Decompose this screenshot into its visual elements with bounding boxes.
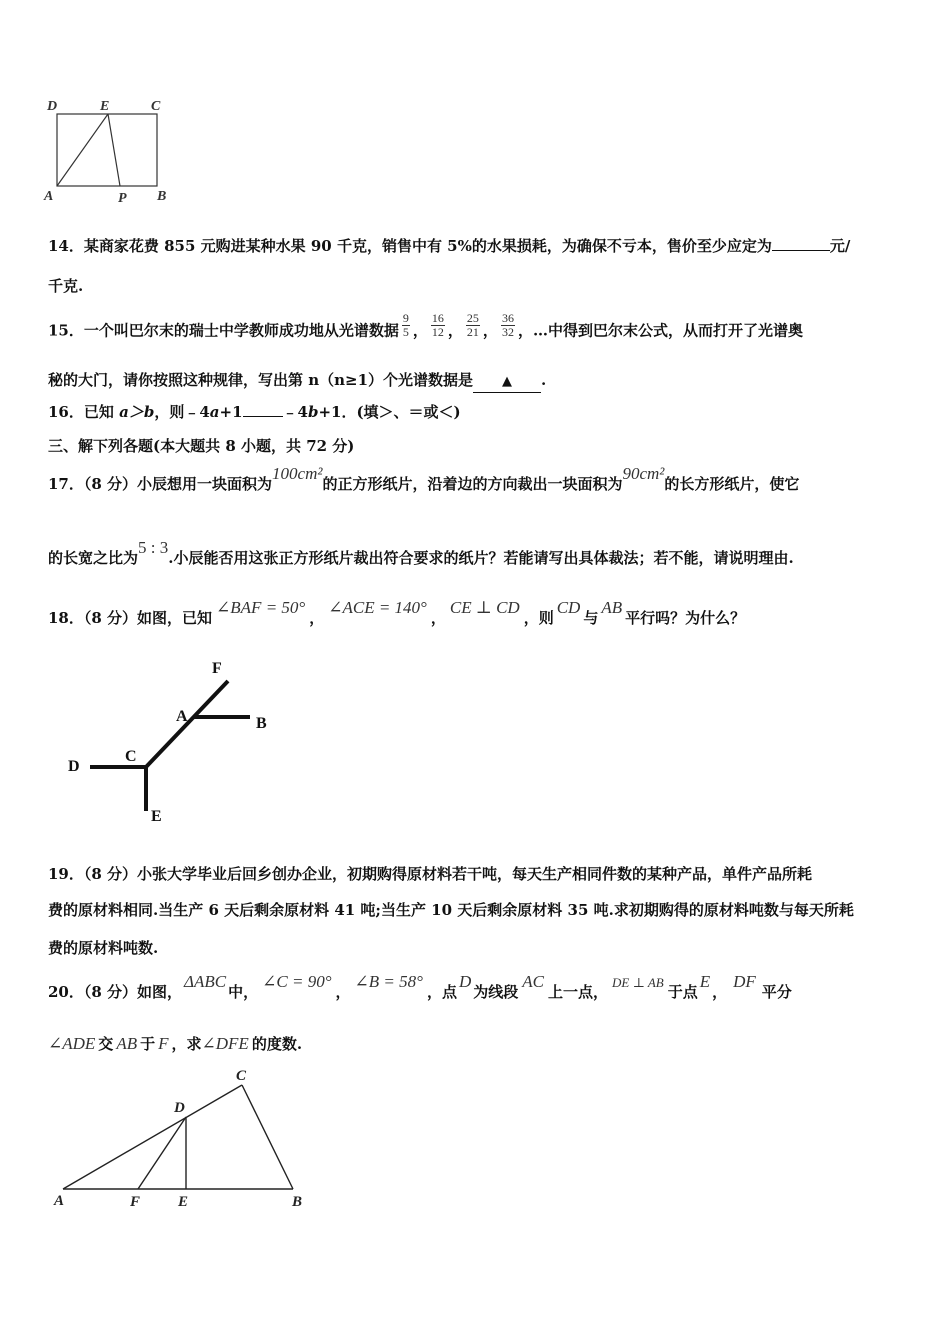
q20-line2: ∠ADE 交 AB 于 F ，求∠DFE 的度数. bbox=[48, 1034, 303, 1053]
q16-line: 16．已知 a＞b，则﹣4a+1 ﹣4b+1．(填＞、＝或＜) bbox=[48, 403, 461, 421]
q15-fraction-4: $\frac{36}{32}$ bbox=[501, 311, 514, 339]
q15-fraction-1: $\frac{9}{5}$ bbox=[402, 311, 409, 339]
triangle-figure bbox=[48, 1065, 318, 1215]
section-3-heading: 三、解下列各题(本大题共 8 小题，共 72 分) bbox=[48, 437, 355, 455]
q17-line1: 17．（8 分）小辰想用一块面积为100cm²的正方形纸片，沿着边的方向裁出一块面积为90cm²的长方形纸片，使它 bbox=[48, 464, 800, 493]
q15-fraction-3: $\frac{25}{21}$ bbox=[466, 311, 479, 339]
q19-line3: 费的原材料吨数. bbox=[48, 939, 159, 957]
q14-line1 bbox=[48, 236, 850, 256]
label-a: A bbox=[44, 189, 54, 204]
q16-blank[interactable] bbox=[243, 416, 283, 417]
q17-line2: 的长宽之比为5 : 3.小辰能否用这张正方形纸片裁出符合要求的纸片？若能请写出具体裁法；若不能，请说明理由. bbox=[48, 538, 794, 567]
svg-text:F: F bbox=[130, 1194, 141, 1210]
svg-text:C: C bbox=[236, 1068, 247, 1084]
label-p: P bbox=[118, 191, 127, 206]
q15-answer-blank[interactable] bbox=[473, 370, 541, 393]
q15-line1: 15．一个叫巴尔末的瑞士中学教师成功地从光谱数据 $\frac{9}{5}$ ， $\frac{16}{12}$ ， $\frac{25}{21}$ ， $\frac{36}{32}$ ，…中得到巴尔末公式，从而打开了光谱奥 bbox=[48, 311, 803, 340]
q20-line1: 20．（8 分）如图，ΔABC中，∠C = 90°，∠B = 58°，点D为线段AC上一点，DE ⊥ AB于点E，DF平分 bbox=[48, 972, 792, 1001]
svg-text:E: E bbox=[151, 808, 162, 825]
angle-figure bbox=[60, 655, 290, 830]
q14-text: 14．某商家花费 855 元购进某种水果 90 千克，销售中有 5%的水果损耗，为确保不亏本，售价至少应定为 bbox=[48, 237, 772, 255]
label-b: B bbox=[157, 189, 167, 204]
svg-text:B: B bbox=[292, 1194, 303, 1210]
svg-text:D: D bbox=[68, 758, 80, 775]
svg-text:A: A bbox=[176, 708, 188, 725]
answer-triangle-icon: ▲ bbox=[502, 374, 513, 389]
svg-text:F: F bbox=[212, 660, 222, 677]
q14-blank[interactable] bbox=[772, 250, 830, 251]
q15-line2: 秘的大门，请你按照这种规律，写出第 n（n≥1）个光谱数据是 ▲ . bbox=[48, 370, 546, 393]
q17-ratio: 5 : 3 bbox=[138, 538, 169, 557]
q14-line2: 千克. bbox=[48, 277, 84, 295]
rectangle-figure bbox=[40, 95, 180, 210]
q18-line: 18．（8 分）如图，已知∠BAF = 50°，∠ACE = 140°，CE ⊥ CD，则CD与AB平行吗？为什么？ bbox=[48, 598, 746, 627]
label-e: E bbox=[100, 99, 110, 114]
q15-fraction-2: $\frac{16}{12}$ bbox=[431, 311, 444, 339]
q14-unit: 元/ bbox=[829, 237, 851, 255]
label-d: D bbox=[47, 99, 58, 114]
svg-text:A: A bbox=[54, 1193, 65, 1209]
q15-intro: 15．一个叫巴尔末的瑞士中学教师成功地从光谱数据 bbox=[48, 321, 399, 340]
label-c: C bbox=[151, 99, 161, 114]
svg-text:E: E bbox=[178, 1194, 189, 1210]
q19-line1: 19．（8 分）小张大学毕业后回乡创办企业，初期购得原材料若干吨，每天生产相同件数的某种产品，单件产品所耗 bbox=[48, 865, 813, 883]
q19-line2: 费的原材料相同.当生产 6 天后剩余原材料 41 吨;当生产 10 天后剩余原材料 35 吨.求初期购得的原材料吨数与每天所耗 bbox=[48, 901, 854, 919]
svg-text:D: D bbox=[174, 1100, 185, 1116]
svg-text:C: C bbox=[125, 748, 137, 765]
q15-rest: ，…中得到巴尔末公式，从而打开了光谱奥 bbox=[517, 321, 803, 340]
q17-area1: 100cm² bbox=[272, 464, 323, 483]
svg-text:B: B bbox=[256, 715, 267, 732]
q17-area2: 90cm² bbox=[622, 464, 665, 483]
